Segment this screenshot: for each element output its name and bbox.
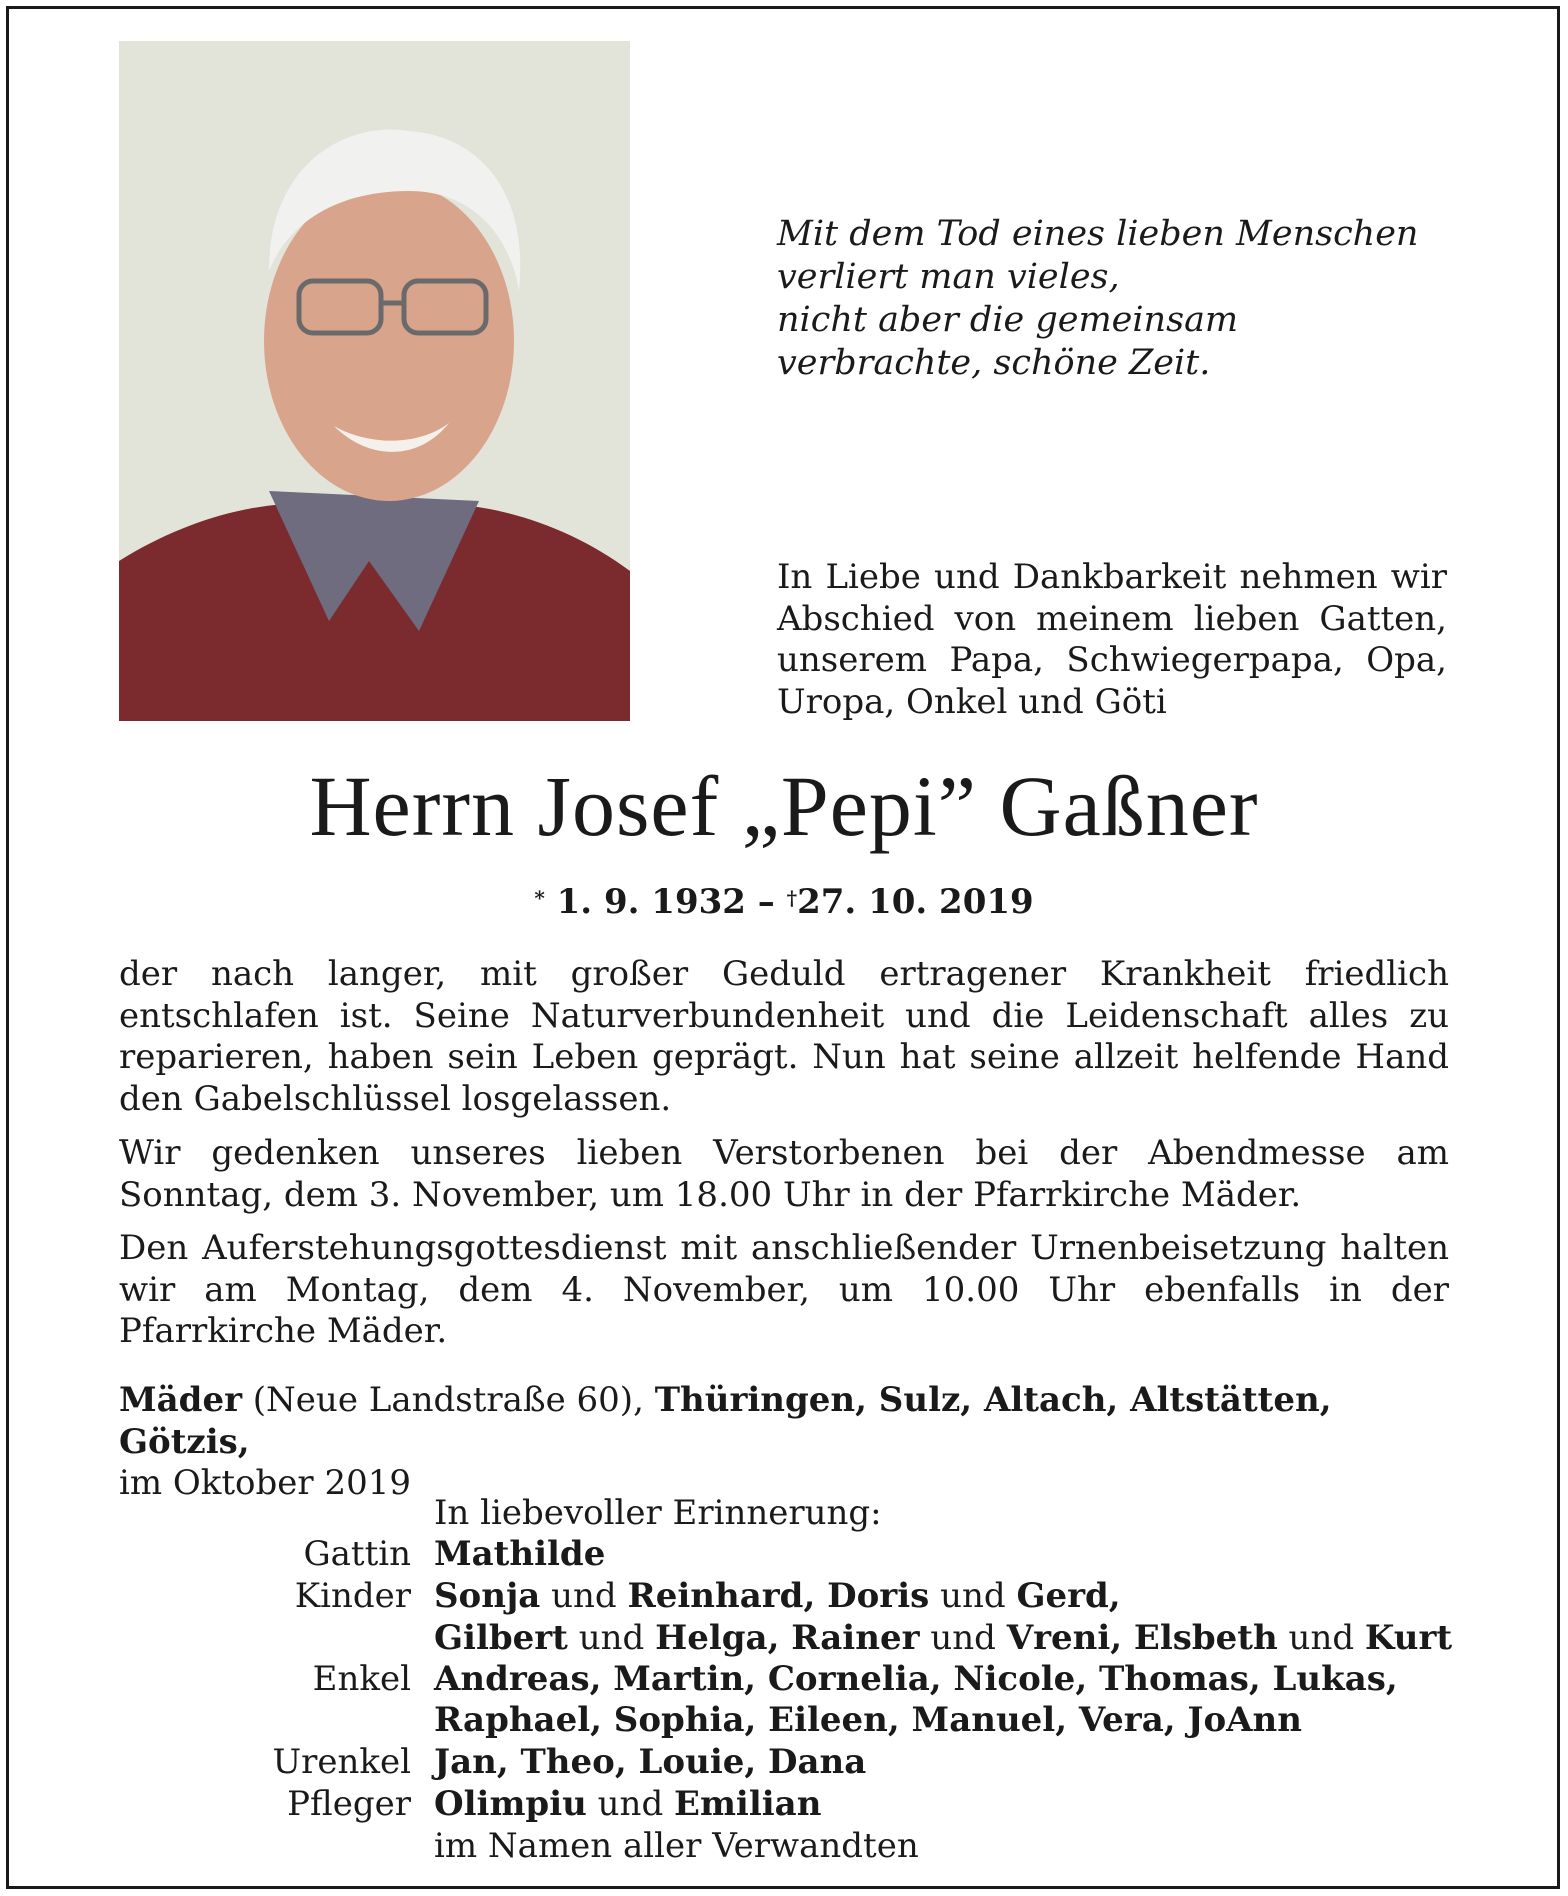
relative-label: Enkel — [312, 1659, 411, 1699]
relative-name: Mathilde — [434, 1534, 606, 1574]
quote-line: nicht aber die gemeinsam — [777, 300, 1239, 340]
relative-name: Raphael, Sophia, Eileen, Manuel, Vera, JoAnn — [434, 1700, 1302, 1740]
intro-text: In Liebe und Dankbarkeit nehmen wir Abschied von meinem lieben Gatten, unserem Papa, Schwiegerpapa, Opa, Uropa, Onkel und Göti — [777, 557, 1447, 722]
relative-name: Jan, Theo, Louie, Dana — [434, 1742, 867, 1782]
quote-line: verliert man vieles, — [777, 257, 1120, 297]
place-maeder: Mäder — [119, 1380, 242, 1420]
connector-text: und — [940, 1576, 1006, 1616]
relative-name: Emilian — [674, 1784, 822, 1824]
paragraph-illness: der nach langer, mit großer Geduld ertragener Krankheit friedlich entschlafen ist. Seine Naturverbundenheit und die Leidenschaft alles zu reparieren, haben sein Leben geprägt. Nun hat seine allzeit helfende Hand den Gabelschlüssel losgelassen. — [119, 954, 1449, 1119]
relative-name: Reinhard, Doris — [627, 1576, 930, 1616]
quote-line: Mit dem Tod eines lieben Menschen — [777, 214, 1419, 254]
relative-name: Kurt — [1364, 1618, 1453, 1658]
memorial-quote — [777, 213, 1497, 385]
connector-text: und — [597, 1784, 664, 1824]
birth-date: 1. 9. 1932 — [556, 882, 746, 922]
connector-text: und — [551, 1576, 617, 1616]
paragraph-evening-mass: Wir gedenken unseres lieben Verstorbenen bei der Abendmesse am Sonntag, dem 3. November, um 18.00 Uhr in der Pfarrkirche Mäder. — [119, 1133, 1449, 1215]
memory-heading: In liebevoller Erinnerung: — [434, 1493, 882, 1533]
relative-name: Andreas, Martin, Cornelia, Nicole, Thomas, Lukas, — [434, 1659, 1398, 1699]
closing-line: im Namen aller Verwandten — [434, 1826, 919, 1866]
relative-label: Pfleger — [287, 1784, 411, 1824]
deceased-name: Herrn Josef „Pepi” Gaßner — [309, 758, 1259, 854]
quote-line: verbrachte, schöne Zeit. — [777, 343, 1211, 383]
relative-name: Olimpiu — [434, 1784, 587, 1824]
notice-date: im Oktober 2019 — [119, 1463, 412, 1503]
place-address: (Neue Landstraße 60), — [252, 1380, 644, 1420]
other-places: Thüringen, Sulz, Altach, Altstätten, Götzis, — [119, 1380, 1332, 1462]
relative-name: Gerd, — [1016, 1576, 1121, 1616]
portrait-photo — [119, 41, 630, 721]
connector-text: und — [930, 1618, 996, 1658]
relative-name: Gilbert — [434, 1618, 568, 1658]
paragraph-funeral-service: Den Auferstehungsgottesdienst mit anschließender Urnenbeisetzung halten wir am Montag, dem 4. November, um 10.00 Uhr ebenfalls in der Pfarrkirche Mäder. — [119, 1228, 1449, 1351]
birth-symbol: * — [534, 886, 545, 910]
death-symbol: † — [786, 886, 798, 910]
relative-label: Kinder — [294, 1576, 411, 1616]
connector-text: und — [1288, 1618, 1355, 1658]
life-dates — [0, 880, 1568, 924]
relative-name: Vreni, Elsbeth — [1006, 1618, 1278, 1658]
date-separator: – — [757, 882, 775, 922]
relative-label: Gattin — [303, 1534, 411, 1574]
death-date: 27. 10. 2019 — [797, 882, 1034, 922]
portrait-illustration — [119, 41, 630, 721]
relative-name: Helga, Rainer — [655, 1618, 920, 1658]
relative-name: Sonja — [434, 1576, 541, 1616]
connector-text: und — [578, 1618, 645, 1658]
relative-label: Urenkel — [272, 1742, 411, 1782]
places-and-date — [119, 1380, 1449, 1505]
